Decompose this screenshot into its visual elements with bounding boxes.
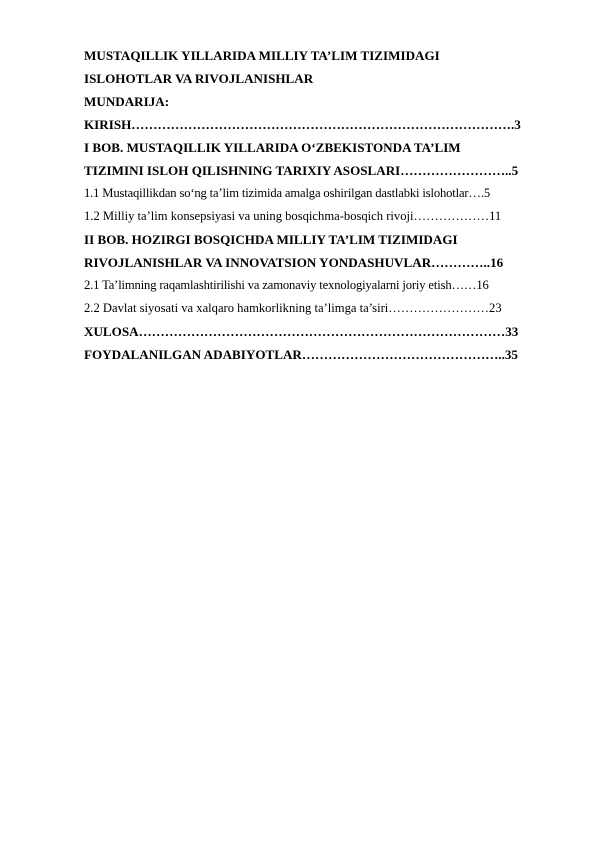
contents-heading: MUNDARIJA:: [84, 94, 170, 109]
toc-entry-xulosa: XULOSA…………………………………………………………………………33: [84, 324, 519, 339]
toc-entry-chapter-2-line-1: II BOB. HOZIRGI BOSQICHDA MILLIY TA’LIM TIZIMIDAGI: [84, 232, 458, 247]
toc-entry-references: FOYDALANILGAN ADABIYOTLAR………………………………………..35: [84, 347, 518, 362]
document-title-line-1: MUSTAQILLIK YILLARIDA MILLIY TA’LIM TIZIMIDAGI: [84, 48, 440, 63]
toc-entry-chapter-1-line-2: TIZIMINI ISLOH QILISHNING TARIXIY ASOSLARI……………………..5: [84, 163, 519, 178]
document-page: [84, 44, 560, 366]
toc-entry-chapter-1-line-1: I BOB. MUSTAQILLIK YILLARIDA O‘ZBEKISTONDA TA’LIM: [84, 140, 461, 155]
toc-entry-chapter-2-line-2: RIVOJLANISHLAR VA INNOVATSION YONDASHUVLAR…………..16: [84, 255, 504, 270]
document-title-line-2: ISLOHOTLAR VA RIVOJLANISHLAR: [84, 71, 314, 86]
toc-entry-kirish: KIRISH…………………………………………………………………………….3: [84, 117, 521, 132]
toc-entry-section-1-2: 1.2 Milliy ta’lim konsepsiyasi va uning bosqichma-bosqich rivoji………………11: [84, 209, 502, 223]
toc-entry-section-2-2: 2.2 Davlat siyosati va xalqaro hamkorlikning ta’limga ta’siri……………………23: [84, 301, 502, 315]
toc-entry-section-1-1: 1.1 Mustaqillikdan so‘ng ta’lim tizimida amalga oshirilgan dastlabki islohotlar….5: [84, 186, 491, 200]
toc-entry-section-2-1: 2.1 Ta’limning raqamlashtirilishi va zamonaviy texnologiyalarni joriy etish……16: [84, 278, 489, 292]
